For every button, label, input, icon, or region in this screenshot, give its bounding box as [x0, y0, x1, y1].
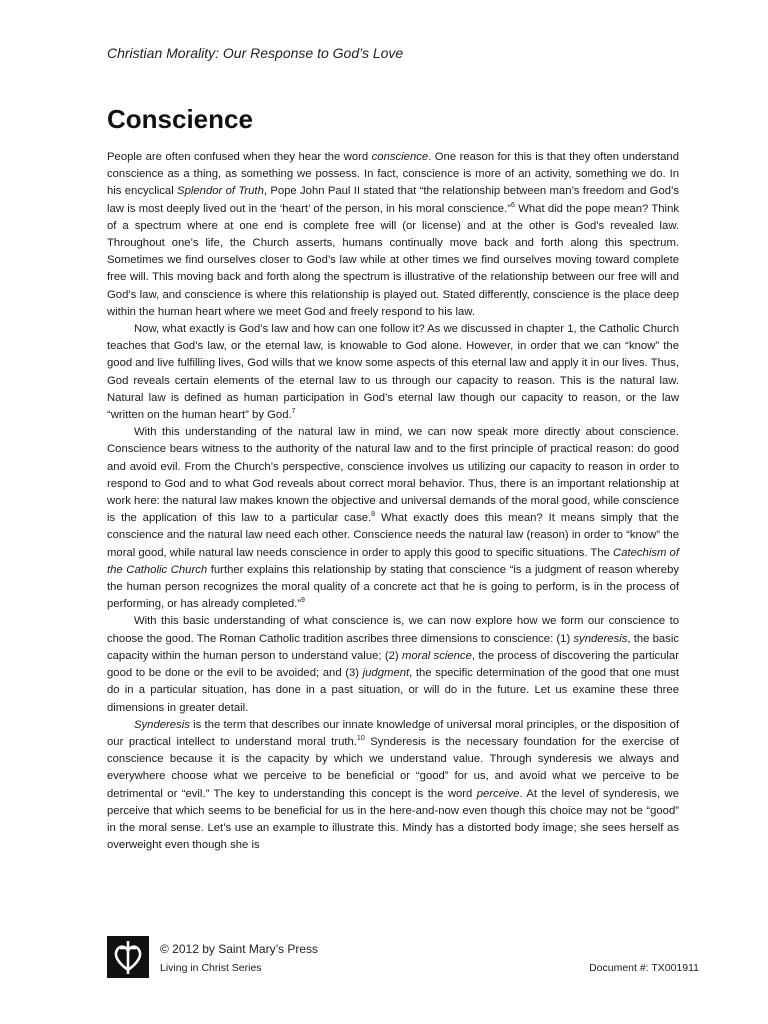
- paragraph: [107, 613, 679, 716]
- text-run: What exactly does this mean? It means simply that the conscience and the natural law need each other. Conscience needs the natural law (reason) in order to “know” the moral good, while natural law needs conscience in order to apply this good to specific situations. The: [107, 512, 679, 559]
- italic-term: Synderesis: [134, 718, 190, 731]
- italic-term: Splendor of Truth: [177, 185, 264, 198]
- paragraph: [107, 149, 679, 321]
- paragraph: [107, 424, 679, 613]
- text-run: , the basic capacity within the human person to understand value; (2): [107, 632, 679, 662]
- italic-term: conscience: [371, 151, 429, 163]
- footnote-marker: 7: [291, 408, 296, 416]
- text-run: . At the level of synderesis, we perceive that which seems to be beneficial for us in the here-and-now even though this choice may not be “good” in the moral sense. Let’s use an example to illustrate this. Mindy has a distorted body image; she sees herself as overweight even though she is: [107, 787, 679, 852]
- text-run: Synderesis is the necessary foundation for the exercise of conscience because it is the capacity by which we understand value. Through synderesis we always and everywhere choose what we perceive to be beneficial or “good” for us, and avoid what we perceive to be detrimental or “evil.” The key to understanding this concept is the word: [107, 735, 679, 800]
- footnote-marker: 10: [356, 735, 365, 743]
- italic-term: moral science: [401, 649, 472, 662]
- page-title: Conscience: [107, 104, 253, 134]
- text-run: further explains this relationship by stating that conscience “is a judgment of reason whereby the human person recognizes the moral quality of a concrete act that he is going to perform, is in the process of performing, or has already completed.”: [107, 563, 679, 611]
- text-run: Now, what exactly is God’s law and how can one follow it? As we discussed in chapter 1, the Catholic Church teaches that God’s law, or the eternal law, is knowable to God alone. However, in order that we can “know” the good and live fulfilling lives, God wills that we know some aspects of this eternal law and apply it in our lives. Thus, God reveals certain elements of the eternal law to us through our capacity to reason. This is the natural law. Natural law is defined as human participation in God’s eternal law though our capacity to reason, or the law “written on the human heart” by God.: [107, 323, 679, 422]
- italic-term: Catechism of the Catholic Church: [107, 546, 679, 576]
- text-run: With this understanding of the natural law in mind, we can now speak more directly about conscience. Conscience bears witness to the authority of the natural law and to the first principle of practical reason: do good and avoid evil. From the Church’s perspective, conscience involves us utilizing our capacity to reason in order to respond to God and to what God reveals about correct moral behavior. Thus, there is an important relationship at work here: the natural law makes known the objective and universal demands of the moral good, while conscience is the application of this law to a particular case.: [107, 426, 679, 525]
- page-footer: [107, 930, 699, 980]
- text-run: With this basic understanding of what conscience is, we can now explore how we form our conscience to choose the good. The Roman Catholic tradition ascribes three dimensions to conscience: (1): [107, 615, 679, 645]
- series-name: Living in Christ Series: [160, 962, 262, 974]
- text-run: is the term that describes our innate knowledge of universal moral principles, or the disposition of our practical intellect to understand moral truth.: [107, 718, 679, 748]
- saint-marys-press-logo-icon: [107, 936, 149, 978]
- body-text: [107, 149, 679, 854]
- running-header: Christian Morality: Our Response to God’s Love: [107, 45, 404, 61]
- text-run: , the process of discovering the particular good to be done or the evil to be avoided; and (3): [107, 649, 679, 680]
- document-number: Document #: TX001911: [589, 962, 699, 974]
- footnote-marker: 6: [511, 201, 515, 209]
- text-run: , the specific determination of the good that one must do in a particular situation, has done in a past situation, or will do in the future. Let us examine these three dimensions in greater detail.: [107, 667, 680, 714]
- text-run: , Pope John Paul II stated that “the relationship between man’s freedom and God’s law is most deeply lived out in the ‘heart’ of the person, in his moral conscience.”: [107, 185, 679, 215]
- text-run: What did the pope mean? Think of a spectrum where at one end is complete free will (or license) and at the other is God’s revealed law. Throughout one’s life, the Church asserts, humans continually move back and forth along this spectrum. Sometimes we find ourselves closer to God’s law while at other times we find ourselves moving toward complete free will. This moving back and forth along the spectrum is illustrative of the relationship between our free will and God’s law, and conscience is where this relationship is played out. Stated differently, conscience is the place deep within the human heart where we meet God and freely respond to his law.: [107, 202, 679, 318]
- text-run: People are often confused when they hear the word: [107, 151, 372, 163]
- footnote-marker: 8: [371, 511, 376, 519]
- italic-term: synderesis: [573, 632, 628, 645]
- copyright-text: © 2012 by Saint Mary’s Press: [160, 942, 319, 956]
- italic-term: judgment: [362, 667, 410, 680]
- paragraph: [107, 321, 679, 424]
- italic-term: perceive: [476, 787, 520, 800]
- paragraph: [107, 717, 679, 855]
- text-run: . One reason for this is that they often understand conscience as a thing, as something we possess. In fact, conscience is more of an activity, something we do. In his encyclical: [107, 151, 679, 198]
- footnote-marker: 9: [301, 597, 305, 605]
